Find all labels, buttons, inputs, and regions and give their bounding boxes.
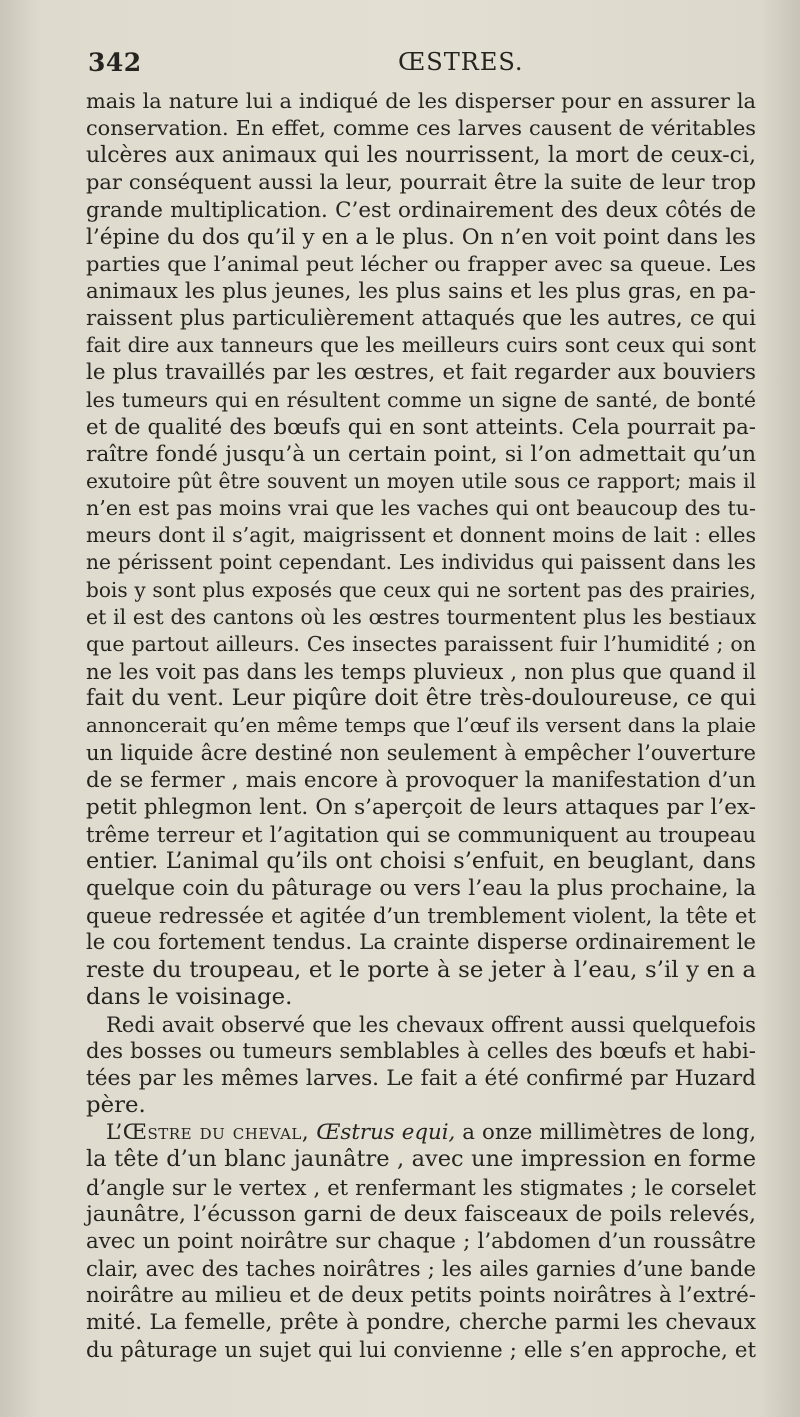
text-line: meurs dont il s’agit, maigrissent et donnent moins de lait : elles: [86, 523, 756, 548]
text-line: jaunâtre, l’écusson garni de deux faisceaux de poils relevés,: [86, 1201, 756, 1227]
text-line: un liquide âcre destiné non seulement à empêcher l’ouverture: [86, 740, 756, 766]
text-line: conservation. En effet, comme ces larves causent de véritables: [86, 116, 756, 141]
text-line: entier. L’animal qu’ils ont choisi s’enfuit, en beuglant, dans: [86, 847, 756, 874]
page-number: 342: [88, 48, 142, 77]
text-line: trême terreur et l’agitation qui se communiquent au troupeau: [86, 821, 756, 847]
text-line: n’en est pas moins vrai que les vaches qui ont beaucoup des tu-: [86, 496, 756, 521]
text-line: quelque coin du pâturage ou vers l’eau la plus prochaine, la: [86, 876, 756, 902]
text-line: du pâturage un sujet qui lui convienne ; elle s’en approche, et: [86, 1337, 756, 1363]
text-line: de se fermer , mais encore à provoquer la manifestation d’un: [86, 767, 756, 793]
text-line: que partout ailleurs. Ces insectes paraissent fuir l’humidité ; on: [86, 631, 756, 656]
page-header: [86, 48, 726, 84]
running-title: ŒSTRES.: [398, 48, 524, 76]
text-line: [86, 1119, 756, 1146]
text-line: d’angle sur le vertex , et renfermant les stigmates ; le corselet: [86, 1174, 756, 1200]
text-line: le cou fortement tendus. La crainte disperse ordinairement le: [86, 930, 756, 956]
text-line: la tête d’un blanc jaunâtre , avec une impression en forme: [86, 1146, 756, 1173]
text-line: tées par les mêmes larves. Le fait a été confirmé par Huzard: [86, 1066, 756, 1092]
text-line: parties que l’animal peut lécher ou frapper avec sa queue. Les: [86, 251, 756, 276]
text-line: bois y sont plus exposés que ceux qui ne sortent pas des prairies,: [86, 577, 756, 602]
text-line: grande multiplication. C’est ordinairement des deux côtés de: [86, 197, 756, 223]
text-line: raissent plus particulièrement attaqués que les autres, ce qui: [86, 306, 756, 332]
text-line: des bosses ou tumeurs semblables à celles des bœufs et habi-: [86, 1038, 756, 1064]
text-line: mais la nature lui a indiqué de les disperser pour en assurer la: [86, 89, 756, 113]
text-line: annoncerait qu’en même temps que l’œuf ils versent dans la plaie: [86, 714, 756, 738]
text-line: et de qualité des bœufs qui en sont atteints. Cela pourrait pa-: [86, 414, 756, 440]
text-line: queue redressée et agitée d’un tremblement violent, la tête et: [86, 903, 756, 929]
text-line: petit phlegmon lent. On s’aperçoit de leurs attaques par l’ex-: [86, 794, 756, 820]
text-line: noirâtre au milieu et de deux petits points noirâtres à l’extré-: [86, 1283, 756, 1309]
species-heading: L’Œstre du cheval,: [106, 1120, 310, 1146]
text-line: fait dire aux tanneurs que les meilleurs cuirs sont ceux qui sont: [86, 333, 756, 358]
text-line: l’épine du dos qu’il y en a le plus. On n’en voit point dans les: [86, 224, 756, 250]
text-line: avec un point noirâtre sur chaque ; l’abdomen d’un roussâtre: [86, 1228, 756, 1254]
text-line: ne les voit pas dans les temps pluvieux , non plus que quand il: [86, 658, 756, 684]
text-line: animaux les plus jeunes, les plus sains et les plus gras, en pa-: [86, 278, 756, 304]
text-line: ulcères aux animaux qui les nourrissent, la mort de ceux-ci,: [86, 143, 756, 169]
text-line: mité. La femelle, prête à pondre, cherche parmi les chevaux: [86, 1310, 756, 1336]
text-line: exutoire pût être souvent un moyen utile sous ce rapport; mais il: [86, 468, 756, 493]
text-line: raître fondé jusqu’à un certain point, si l’on admettait qu’un: [86, 441, 756, 467]
text-line: ne périssent point cependant. Les individus qui paissent dans les: [86, 550, 756, 575]
text-line: Redi avait observé que les chevaux offrent aussi quelquefois: [106, 1011, 756, 1037]
body-text: [86, 88, 756, 1364]
text-line: reste du troupeau, et le porte à se jeter à l’eau, s’il y en a: [86, 956, 756, 983]
text-line-rest: a onze millimètres de long,: [455, 1120, 756, 1146]
text-line: par conséquent aussi la leur, pourrait être la suite de leur trop: [86, 170, 756, 195]
species-latin-name: Œstrus equi,: [316, 1120, 456, 1146]
text-line: clair, avec des taches noirâtres ; les ailes garnies d’une bande: [86, 1256, 756, 1282]
text-line: et il est des cantons où les œstres tourmentent plus les bestiaux: [86, 604, 756, 629]
text-line: père.: [86, 1092, 146, 1119]
text-line: le plus travaillés par les œstres, et fait regarder aux bouviers: [86, 360, 756, 386]
text-line: dans le voisinage.: [86, 983, 293, 1010]
text-line: fait du vent. Leur piqûre doit être très-douloureuse, ce qui: [86, 685, 756, 712]
text-line: les tumeurs qui en résultent comme un signe de santé, de bonté: [86, 387, 756, 412]
